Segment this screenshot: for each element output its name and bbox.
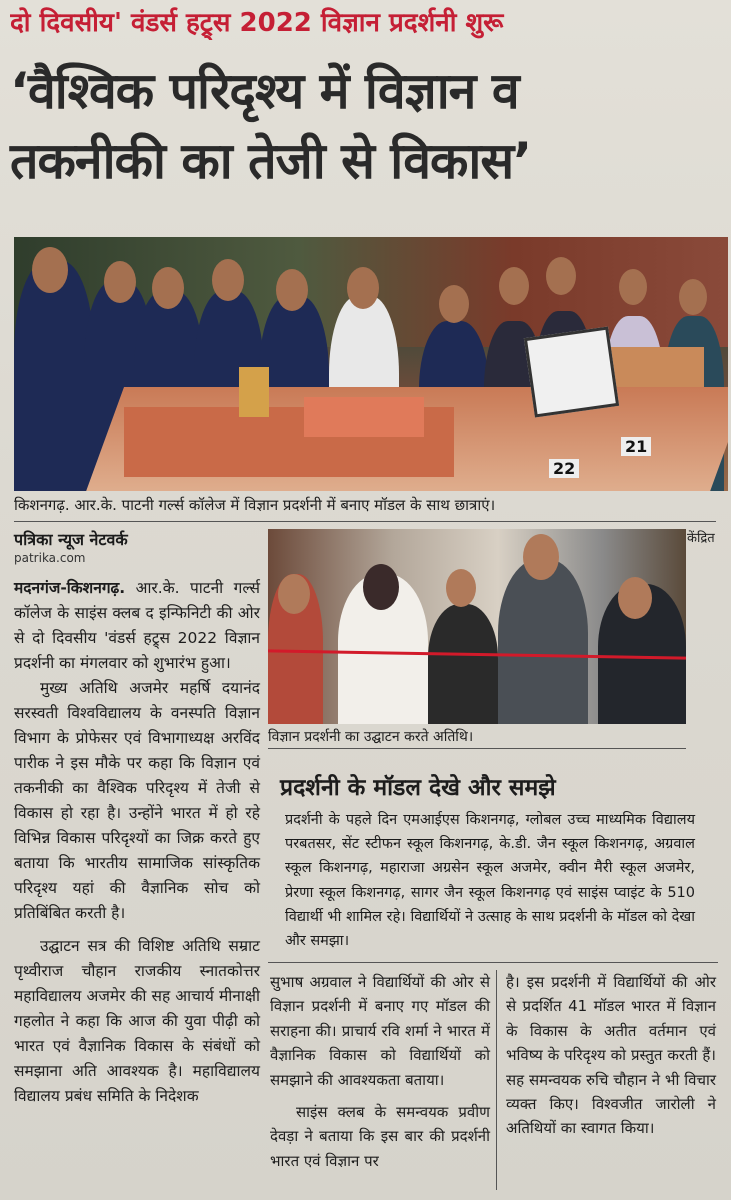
divider <box>14 521 716 522</box>
students-with-models-photo <box>14 237 728 491</box>
kicker-headline: दो दिवसीय' वंडर्स हट्र्स 2022 विज्ञान प्रदर्शनी शुरू <box>10 8 504 38</box>
photo-caption-2: विज्ञान प्रदर्शनी का उद्घाटन करते अतिथि। <box>268 729 474 745</box>
column-divider <box>496 970 497 1190</box>
photo-caption-1: किशनगढ़. आर.के. पाटनी गर्ल्स कॉलेज में विज्ञान प्रदर्शनी में बनाए मॉडल के साथ छात्राएं। <box>14 496 496 514</box>
boxed-story: प्रदर्शनी के पहले दिन एमआईएस किशनगढ़, ग्लोबल उच्च माध्यमिक विद्यालय परबतसर, सेंट स्टीफन स्कूल किशनगढ़, के.डी. जैन स्कूल किशनगढ़, अग्रवाल स्कूल किशनगढ़, महाराजा अग्रसेन स्कूल अजमेर, क्वीन मैरी स्कूल अजमेर, प्रेरणा स्कूल किशनगढ़, सागर जैन स्कूल किशनगढ़ एवं साइंस प्वाइंट के 510 विद्यार्थी भी शामिल रहे। विद्यार्थियों ने उत्साह के साथ प्रदर्शनी के मॉडल को देखा और समझा। <box>285 812 695 950</box>
article-column-3 <box>506 970 716 1141</box>
subheading: प्रदर्शनी के मॉडल देखे और समझे <box>280 775 556 801</box>
table-number-tag: 22 <box>549 459 579 478</box>
paragraph: सुभाष अग्रवाल ने विद्यार्थियों की ओर से विज्ञान प्रदर्शनी में बनाए गए मॉडल की सराहना की। प्राचार्य रवि शर्मा ने भारत में वैज्ञानिक विकास को विद्यार्थियों को समझाने की आवश्यकता बताया। <box>270 973 490 1089</box>
byline-agency: पत्रिका न्यूज नेटवर्क <box>14 530 128 549</box>
paragraph: आर.के. पाटनी गर्ल्स कॉलेज के साइंस क्लब द इन्फिनिटी की ओर से दो दिवसीय 'वंडर्स हट्र्स 2022 विज्ञान प्रदर्शनी का मंगलवार को शुभारंभ हुआ। <box>14 579 260 672</box>
table-number-tag: 21 <box>621 437 651 456</box>
paragraph: मुख्य अतिथि अजमेर महर्षि दयानंद सरस्वती विश्वविद्यालय के वनस्पति विज्ञान विभाग के प्रोफेसर एवं विभागाध्यक्ष अरविंद पारीक ने इस मौके पर कहा कि विज्ञान एवं तकनीकी का वैश्विक परिदृश्य में तेजी से विकास हो रहा है। उन्होंने भारत में हो रहे विभिन्न विकास परिदृश्यों का जिक्र करते हुए बताया कि भारतीय सामाजिक सांस्कृतिक परिदृश्य यहां की वैज्ञानिक सोच को प्रतिबिंबित करती है। <box>14 679 260 922</box>
side-tag: केंद्रित <box>687 531 715 546</box>
paragraph: साइंस क्लब के समन्वयक प्रवीण देवड़ा ने बताया कि इस बार की प्रदर्शनी भारत एवं विज्ञान पर <box>270 1103 490 1170</box>
laptop-screen <box>524 326 619 417</box>
headline-line-1: ‘वैश्विक परिदृश्य में विज्ञान व <box>10 62 519 120</box>
main-headline <box>10 56 710 196</box>
inauguration-photo <box>268 529 686 724</box>
dateline: मदनगंज-किशनगढ़. <box>14 579 126 597</box>
paragraph: उद्घाटन सत्र की विशिष्ट अतिथि सम्राट पृथ्वीराज चौहान राजकीय स्नातकोत्तर महाविद्यालय अजमेर की सह आचार्य मीनाक्षी गहलोत ने कहा कि आज की युवा पीढ़ी को भारत एवं वैज्ञानिक विकास के संबंधों को समझाना अति आवश्यक है। महाविद्यालय विद्यालय प्रबंध समिति के निदेशक <box>14 937 260 1105</box>
divider <box>268 748 686 749</box>
byline-website: patrika.com <box>14 551 86 565</box>
article-column-2 <box>270 970 490 1173</box>
article-column-1 <box>14 576 260 1109</box>
headline-line-2: तकनीकी का तेजी से विकास’ <box>10 132 532 190</box>
divider <box>268 962 718 963</box>
paragraph: है। इस प्रदर्शनी में विद्यार्थियों की ओर से प्रदर्शित 41 मॉडल भारत में विज्ञान के विकास के अतीत वर्तमान एवं भविष्य के परिदृश्य को प्रस्तुत करती हैं। सह समन्वयक रुचि चौहान ने भी विचार व्यक्त किए। विश्वजीत जारोली ने अतिथियों का स्वागत किया। <box>506 973 716 1138</box>
